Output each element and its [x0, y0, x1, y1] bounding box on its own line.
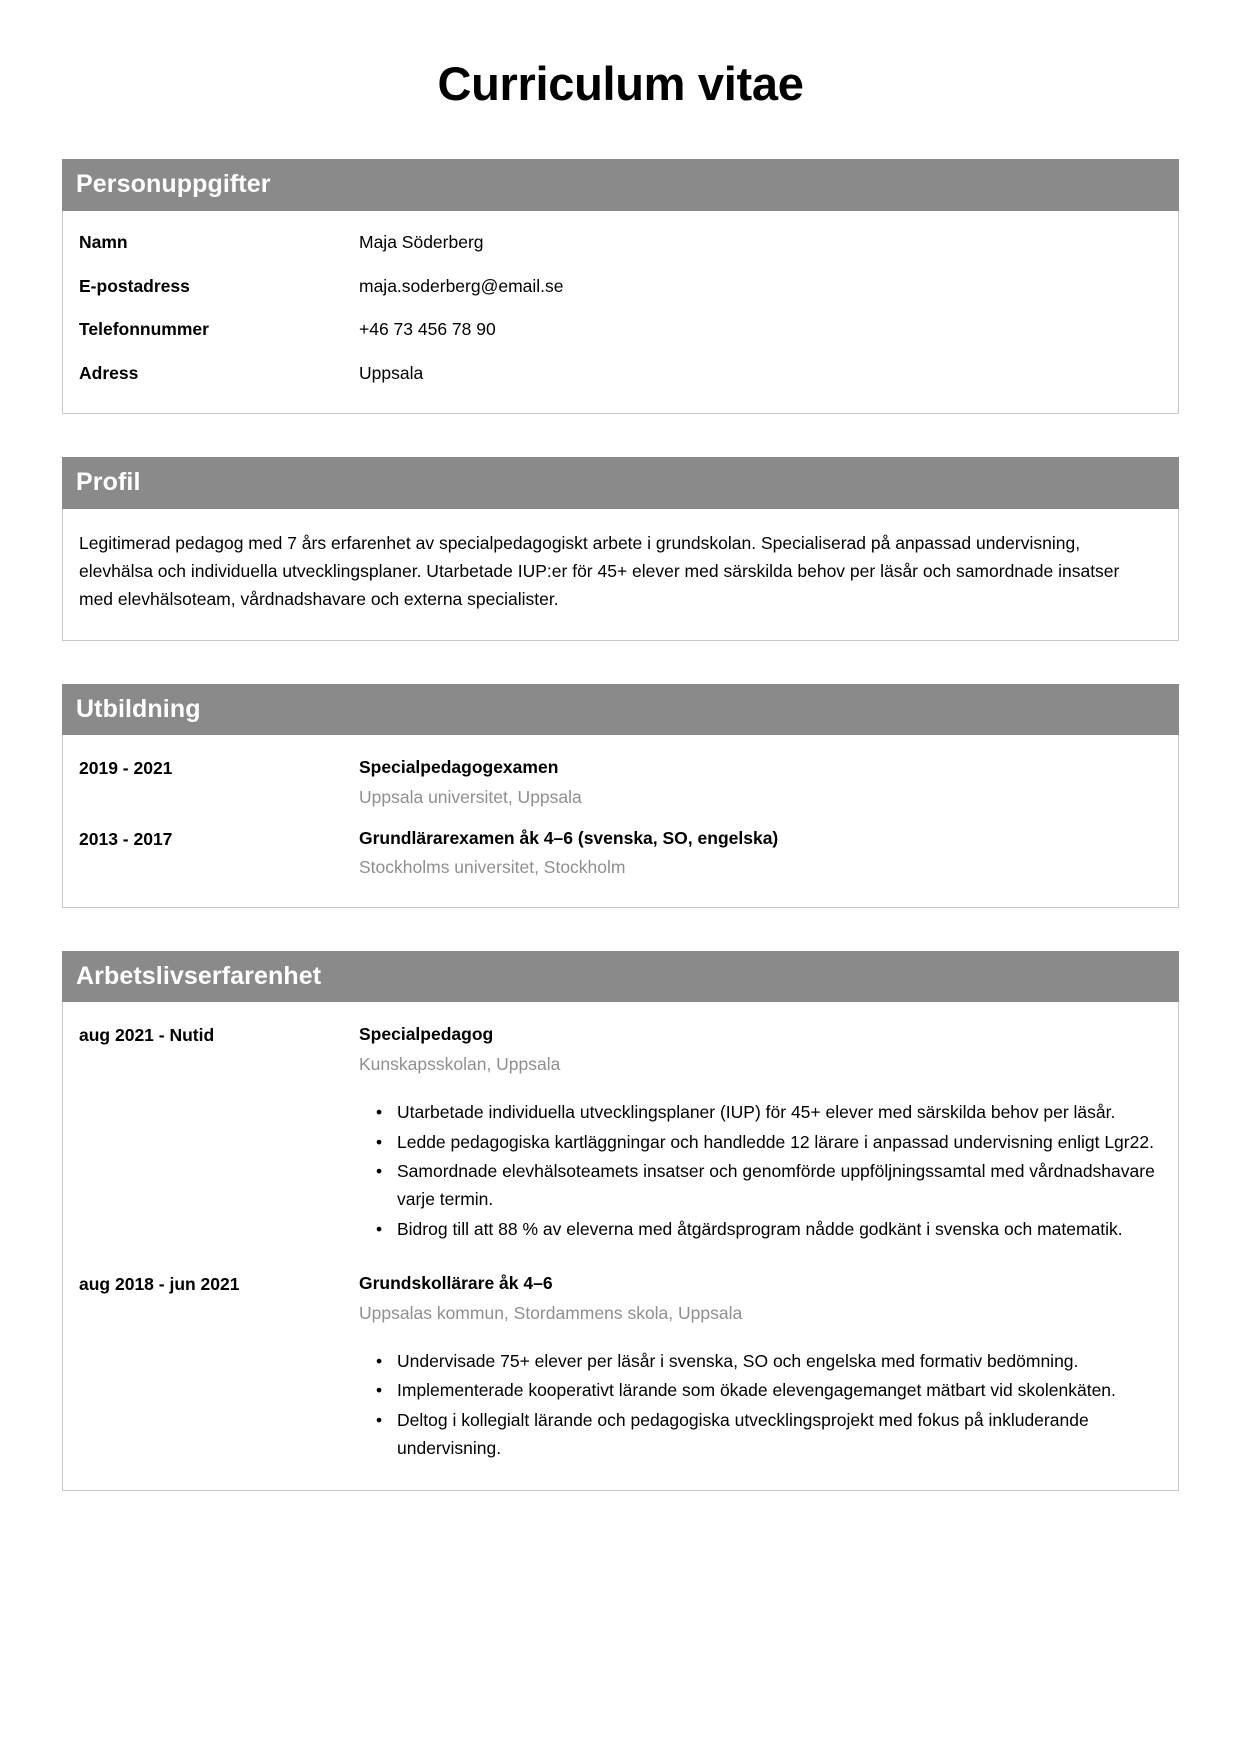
work-bullet-list [359, 1099, 1162, 1243]
work-title: Specialpedagog [359, 1024, 494, 1045]
personal-row [79, 275, 1162, 298]
work-details [359, 1022, 1162, 1245]
personal-label: Telefonnummer [79, 319, 209, 340]
work-date: aug 2018 - jun 2021 [79, 1274, 240, 1295]
work-employer: Kunskapsskolan, Uppsala [359, 1053, 561, 1074]
education-details [359, 755, 1162, 810]
work-bullet: • Deltog i kollegialt lärande och pedagogiska utvecklingsprojekt med fokus på inkluderande undervisning. [397, 1407, 1162, 1462]
education-title: Specialpedagogexamen [359, 757, 559, 778]
personal-row [79, 318, 1162, 341]
work-bullet-list [359, 1348, 1162, 1463]
personal-row [79, 231, 1162, 254]
education-institution: Uppsala universitet, Uppsala [359, 786, 582, 807]
profile-text: Legitimerad pedagog med 7 års erfarenhet av specialpedagogiskt arbete i grundskolan. Specialiserad på anpassad undervisning, elevhälsa och individuella utvecklingsplaner. Utarbetade IUP:er för 45+ elever med särskilda behov per läsår och samordnade insatser med elevhälsoteam, vårdnadshavare och externa specialister. [79, 532, 1120, 610]
work-entry [79, 1271, 1162, 1464]
education-date: 2019 - 2021 [79, 758, 173, 779]
section-body-personal [62, 211, 1179, 414]
personal-label: Namn [79, 231, 128, 252]
work-bullet: • Bidrog till att 88 % av eleverna med åtgärdsprogram nådde godkänt i svenska och matematik. [397, 1216, 1162, 1244]
personal-row [79, 362, 1162, 385]
work-details [359, 1271, 1162, 1464]
section-work-experience [62, 951, 1179, 1492]
personal-value: maja.soderberg@email.se [359, 275, 564, 296]
section-heading-education: Utbildning [62, 684, 1179, 736]
section-profile [62, 457, 1179, 641]
education-date: 2013 - 2017 [79, 828, 173, 849]
education-entry [79, 755, 1162, 810]
personal-label: Adress [79, 363, 139, 384]
work-bullet: • Samordnade elevhälsoteamets insatser och genomförde uppföljningssamtal med vårdnadshavare varje termin. [397, 1158, 1162, 1213]
work-bullet: • Undervisade 75+ elever per läsår i svenska, SO och engelska med formativ bedömning. [397, 1348, 1162, 1376]
section-heading-personal: Personuppgifter [62, 159, 1179, 211]
section-education [62, 684, 1179, 908]
education-institution: Stockholms universitet, Stockholm [359, 857, 626, 878]
section-body-education [62, 735, 1179, 907]
section-heading-profile: Profil [62, 457, 1179, 509]
personal-value: Maja Söderberg [359, 231, 484, 252]
work-employer: Uppsalas kommun, Stordammens skola, Uppsala [359, 1302, 743, 1323]
personal-label: E-postadress [79, 275, 190, 296]
personal-value: +46 73 456 78 90 [359, 319, 496, 340]
section-body-profile [62, 509, 1179, 641]
page-title: Curriculum vitae [437, 57, 804, 110]
education-entry [79, 826, 1162, 881]
education-title: Grundlärarexamen åk 4–6 (svenska, SO, engelska) [359, 827, 779, 848]
work-bullet: • Ledde pedagogiska kartläggningar och handledde 12 lärare i anpassad undervisning enligt Lgr22. [397, 1129, 1162, 1157]
work-entry [79, 1022, 1162, 1245]
work-bullet: • Utarbetade individuella utvecklingsplaner (IUP) för 45+ elever med särskilda behov per läsår. [397, 1099, 1162, 1127]
personal-value: Uppsala [359, 363, 424, 384]
education-details [359, 826, 1162, 881]
section-personal-details [62, 159, 1179, 414]
section-heading-experience: Arbetslivserfarenhet [62, 951, 1179, 1003]
work-date: aug 2021 - Nutid [79, 1025, 215, 1046]
work-title: Grundskollärare åk 4–6 [359, 1273, 553, 1294]
section-body-experience [62, 1002, 1179, 1491]
work-bullet: • Implementerade kooperativt lärande som ökade elevengagemanget mätbart vid skolenkäten. [397, 1377, 1162, 1405]
